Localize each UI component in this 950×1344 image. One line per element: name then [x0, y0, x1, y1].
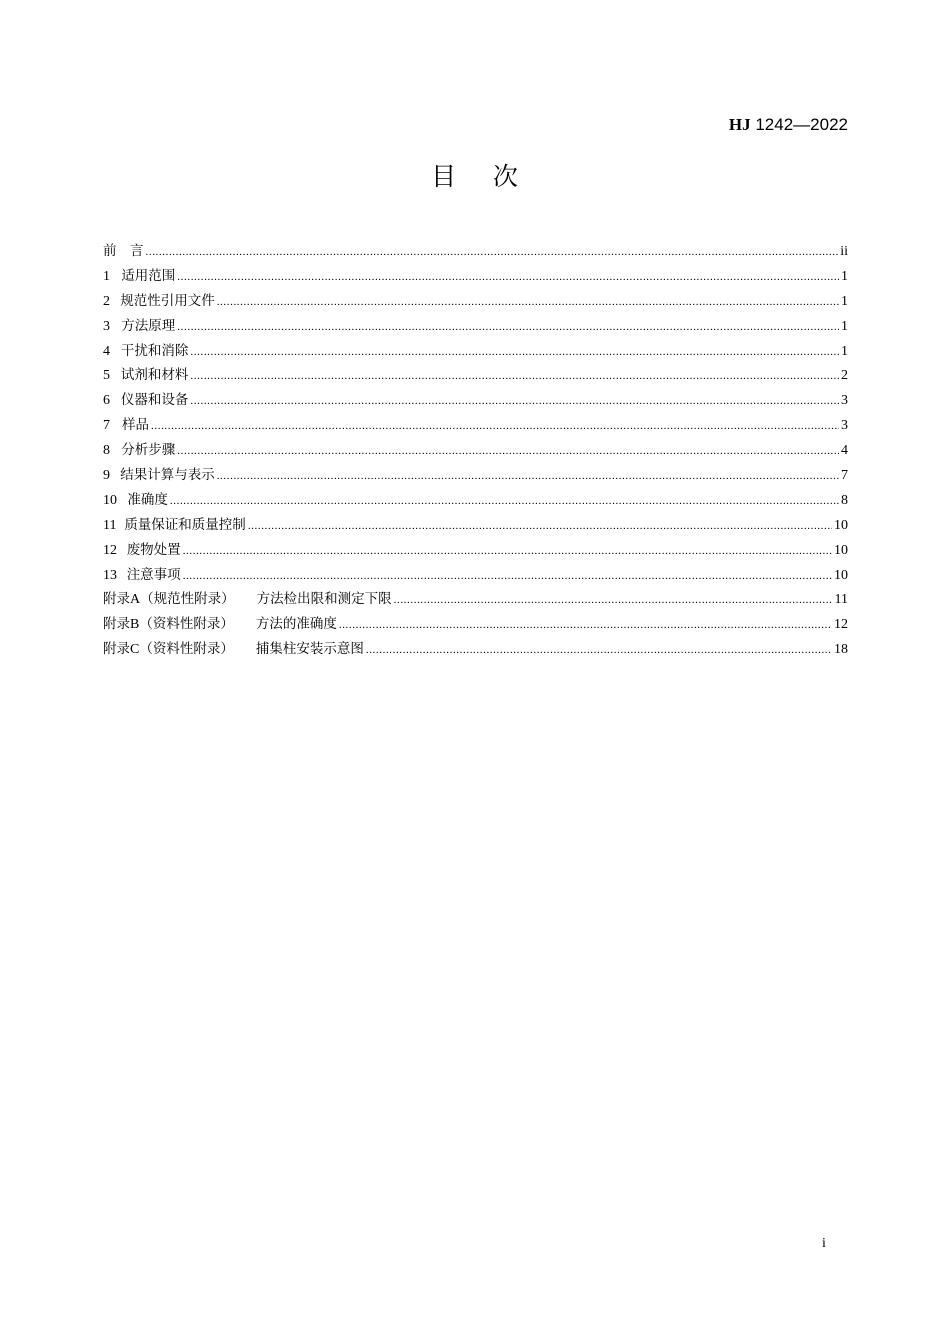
toc-entry-7[interactable] — [103, 414, 848, 439]
toc-entry-number: 6 — [103, 393, 110, 409]
toc-entry-label: 捕集柱安装示意图 — [255, 641, 364, 658]
toc-leader-dots — [394, 589, 833, 611]
toc-leader-dots — [366, 639, 832, 661]
toc-entry-label: 前 言 — [103, 243, 144, 259]
toc-entry-page: 7 — [841, 468, 848, 484]
toc-entry-label: 准确度 — [127, 491, 168, 508]
toc-leader-dots — [183, 565, 832, 587]
toc-entry-label: 方法的准确度 — [255, 616, 337, 633]
toc-entry-label: 干扰和消除 — [120, 342, 189, 359]
toc-annex-a[interactable] — [103, 588, 848, 613]
toc-entry-4[interactable] — [103, 340, 848, 365]
toc-entry-number: 7 — [103, 418, 110, 434]
toc-entry-8[interactable] — [103, 439, 848, 464]
toc-entry-page: 10 — [834, 517, 848, 533]
toc-entry-page: 1 — [841, 343, 848, 359]
toc-entry-number: 9 — [103, 468, 110, 484]
toc-entry-page: ii — [840, 244, 848, 259]
page-number: i — [822, 1236, 826, 1251]
toc-entry-label: 分析步骤 — [121, 442, 176, 459]
toc-entry-label: 仪器和设备 — [120, 392, 189, 409]
annex-prefix: 附录 — [103, 591, 130, 608]
toc-leader-dots — [151, 415, 839, 437]
toc-entry-2[interactable] — [103, 290, 848, 315]
toc-entry-number: 5 — [103, 368, 110, 384]
toc-entry-label: 结果计算与表示 — [120, 467, 215, 484]
toc-entry-9[interactable] — [103, 464, 848, 489]
toc-leader-dots — [183, 540, 832, 562]
standard-prefix: HJ — [728, 115, 751, 134]
toc-leader-dots — [170, 490, 839, 512]
toc-entry-number: 4 — [103, 343, 110, 359]
toc-entry-number: 10 — [103, 492, 117, 508]
toc-leader-dots — [177, 266, 839, 288]
toc-entry-page: 1 — [841, 268, 848, 284]
toc-entry-page: 10 — [834, 542, 848, 558]
toc-leader-dots — [190, 365, 839, 387]
toc-title: 目 次 — [431, 162, 519, 191]
toc-leader-dots — [146, 241, 839, 263]
annex-letter: A — [130, 592, 141, 608]
toc-leader-dots — [190, 390, 839, 412]
toc-entry-label: 方法检出限和测定下限 — [256, 591, 392, 608]
toc-entry-page: 3 — [841, 418, 848, 434]
annex-prefix: 附录 — [103, 616, 130, 633]
toc-leader-dots — [190, 341, 839, 363]
table-of-contents — [103, 240, 848, 663]
toc-entry-page: 3 — [841, 393, 848, 409]
toc-entry-10[interactable] — [103, 489, 848, 514]
standard-code — [729, 114, 848, 136]
toc-entry-number: 11 — [103, 517, 117, 533]
toc-entry-label: 适用范围 — [121, 267, 176, 284]
toc-entry-page: 1 — [841, 293, 848, 309]
toc-entry-label: 规范性引用文件 — [120, 292, 215, 309]
toc-annex-b[interactable] — [103, 613, 848, 638]
annex-type: （资料性附录） — [139, 616, 234, 633]
toc-entry-label: 废物处置 — [126, 541, 181, 558]
toc-entry-3[interactable] — [103, 315, 848, 340]
toc-entry-label: 注意事项 — [126, 566, 181, 583]
toc-entry-1[interactable] — [103, 265, 848, 290]
toc-entry-page: 12 — [834, 617, 848, 633]
toc-entry-label: 样品 — [122, 417, 150, 434]
toc-entry-number: 3 — [103, 318, 110, 334]
toc-leader-dots — [217, 465, 839, 487]
toc-entry-foreword[interactable] — [103, 240, 848, 265]
toc-entry-page: 11 — [834, 592, 848, 608]
toc-leader-dots — [248, 515, 832, 537]
toc-entry-11[interactable] — [103, 514, 848, 539]
toc-leader-dots — [217, 291, 839, 313]
toc-entry-page: 10 — [834, 567, 848, 583]
annex-type: （资料性附录） — [139, 641, 234, 658]
toc-entry-number: 13 — [103, 567, 117, 583]
toc-entry-5[interactable] — [103, 364, 848, 389]
toc-leader-dots — [339, 614, 832, 636]
annex-prefix: 附录 — [103, 641, 130, 658]
toc-entry-number: 1 — [103, 268, 110, 284]
toc-entry-number: 8 — [103, 443, 110, 459]
standard-number: 1242—2022 — [750, 115, 848, 134]
toc-leader-dots — [177, 440, 839, 462]
toc-entry-6[interactable] — [103, 389, 848, 414]
annex-type: （规范性附录） — [140, 591, 235, 608]
toc-entry-page: 8 — [841, 492, 848, 508]
toc-entry-label: 质量保证和质量控制 — [124, 516, 246, 533]
toc-entry-page: 18 — [834, 642, 848, 658]
annex-letter: B — [130, 617, 140, 633]
toc-entry-number: 2 — [103, 293, 110, 309]
toc-entry-label: 试剂和材料 — [120, 367, 189, 384]
toc-annex-c[interactable] — [103, 638, 848, 663]
toc-entry-number: 12 — [103, 542, 117, 558]
toc-entry-13[interactable] — [103, 564, 848, 589]
toc-entry-label: 方法原理 — [121, 317, 176, 334]
toc-leader-dots — [177, 316, 839, 338]
toc-entry-page: 2 — [841, 368, 848, 384]
toc-entry-12[interactable] — [103, 539, 848, 564]
toc-entry-page: 1 — [841, 318, 848, 334]
annex-letter: C — [130, 642, 140, 658]
toc-entry-page: 4 — [841, 443, 848, 459]
